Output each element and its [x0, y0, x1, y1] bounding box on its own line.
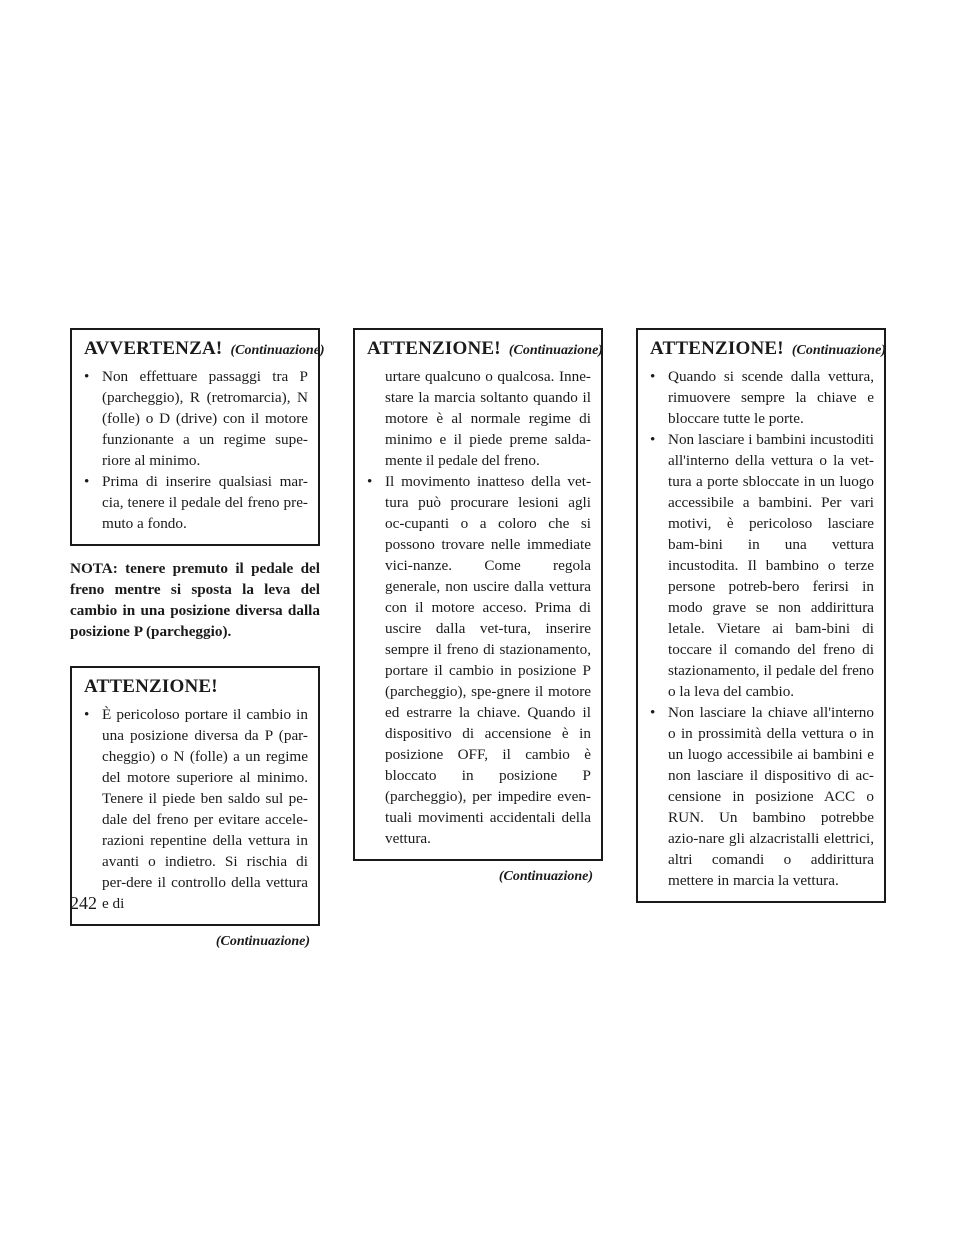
caution-title: ATTENZIONE! [650, 338, 784, 359]
continued-footer: (Continuazione) [215, 934, 310, 949]
bullet-icon: • [84, 368, 90, 385]
column-2 [353, 328, 603, 885]
caution-box-header [367, 338, 603, 360]
bullet-icon: • [650, 368, 656, 385]
list-item [650, 429, 874, 702]
list-item-text: È pericoloso portare il cambio in una posizione diversa da P (par-cheggio) o N (folle) a un regime del motore superiore al minimo. Tenere il piede ben saldo sul pe-dale del freno per evitare accele-razioni repentine della vettura in avanti o indietro. Si rischia di per-dere il controllo della vettura e di [102, 706, 308, 912]
warning-title: AVVERTENZA! [84, 338, 223, 359]
continued-label: (Continuazione) [791, 343, 886, 358]
warning-list [84, 366, 308, 534]
warning-box-header [84, 338, 325, 360]
caution-box [353, 328, 603, 861]
continued-label: (Continuazione) [508, 343, 603, 358]
bullet-icon: • [367, 473, 373, 490]
caution-title: ATTENZIONE! [84, 676, 218, 697]
list-item-text: Non lasciare la chiave all'interno o in prossimità della vettura o in un luogo accessibile ai bambini e non lasciare il dispositivo di ac-censione in posizione ACC o RUN. Un bambino potrebbe azio-nare gli alzacristalli elettrici, altri comandi o addirittura mettere in marcia la vettura. [668, 704, 874, 889]
list-item [84, 471, 308, 534]
caution-list [84, 704, 308, 914]
warning-box [70, 328, 325, 546]
continued-paragraph: urtare qualcuno o qualcosa. Inne-stare la marcia soltanto quando il motore è al normale regime di minimo e il piede preme salda-mente il pedale del freno. [385, 368, 591, 469]
bullet-icon: • [84, 473, 90, 490]
column-3 [636, 328, 886, 903]
caution-list [367, 471, 591, 849]
list-item-text: Non effettuare passaggi tra P (parcheggio), R (retromarcia), N (folle) o D (drive) con il motore funzionante a un regime supe-riore al minimo. [102, 368, 308, 469]
list-item [84, 704, 308, 914]
list-item [650, 702, 874, 891]
list-item-text: Quando si scende dalla vettura, rimuovere sempre la chiave e bloccare tutte le porte. [668, 368, 874, 427]
continued-footer: (Continuazione) [498, 869, 593, 884]
list-item [367, 471, 591, 849]
caution-box [70, 666, 320, 926]
list-item [650, 366, 874, 429]
list-item-text: Il movimento inatteso della vet-tura può procurare lesioni agli oc-cupanti o a coloro che si possono trovare nelle immediate vici-nanze. Come regola generale, non uscire dalla vettura con il motore acceso. Prima di uscire dalla vet-tura, inserire sempre il freno di stazionamento, portare il cambio in posizione P (parcheggio), spe-gnere il motore ed estrarre la chiave. Quando il dispositivo di accensione è in posizione OFF, il cambio è bloccato in posizione P (parcheggio), per impedire even-tuali movimenti accidentali della vettura. [385, 473, 591, 847]
caution-box-header [650, 338, 886, 360]
caution-box [636, 328, 886, 903]
continued-label: (Continuazione) [230, 343, 325, 358]
note-paragraph: NOTA: tenere premuto il pedale del freno mentre si sposta la leva del cambio in una posizione diversa dalla posizione P (parcheggio). [70, 560, 320, 640]
bullet-icon: • [84, 706, 90, 723]
caution-list [650, 366, 874, 891]
page-number: 242 [70, 893, 97, 913]
caution-title: ATTENZIONE! [367, 338, 501, 359]
list-item-text: Non lasciare i bambini incustoditi all'interno della vettura o la vet-tura a porte sbloccate in un luogo accessibile a bambini. Per vari motivi, è pericoloso lasciare bam-bini in una vettura incustodita. Il bambino o terze persone potreb-bero ferirsi in modo grave se non addirittura letale. Vietare ai bam-bini di toccare il comando del freno di stazionamento, il pedale del freno o la leva del cambio. [668, 431, 874, 700]
caution-box-header [84, 676, 308, 698]
bullet-icon: • [650, 431, 656, 448]
bullet-icon: • [650, 704, 656, 721]
list-item [84, 366, 308, 471]
column-1 [70, 328, 325, 950]
list-item-text: Prima di inserire qualsiasi mar-cia, tenere il pedale del freno pre-muto a fondo. [102, 473, 308, 532]
